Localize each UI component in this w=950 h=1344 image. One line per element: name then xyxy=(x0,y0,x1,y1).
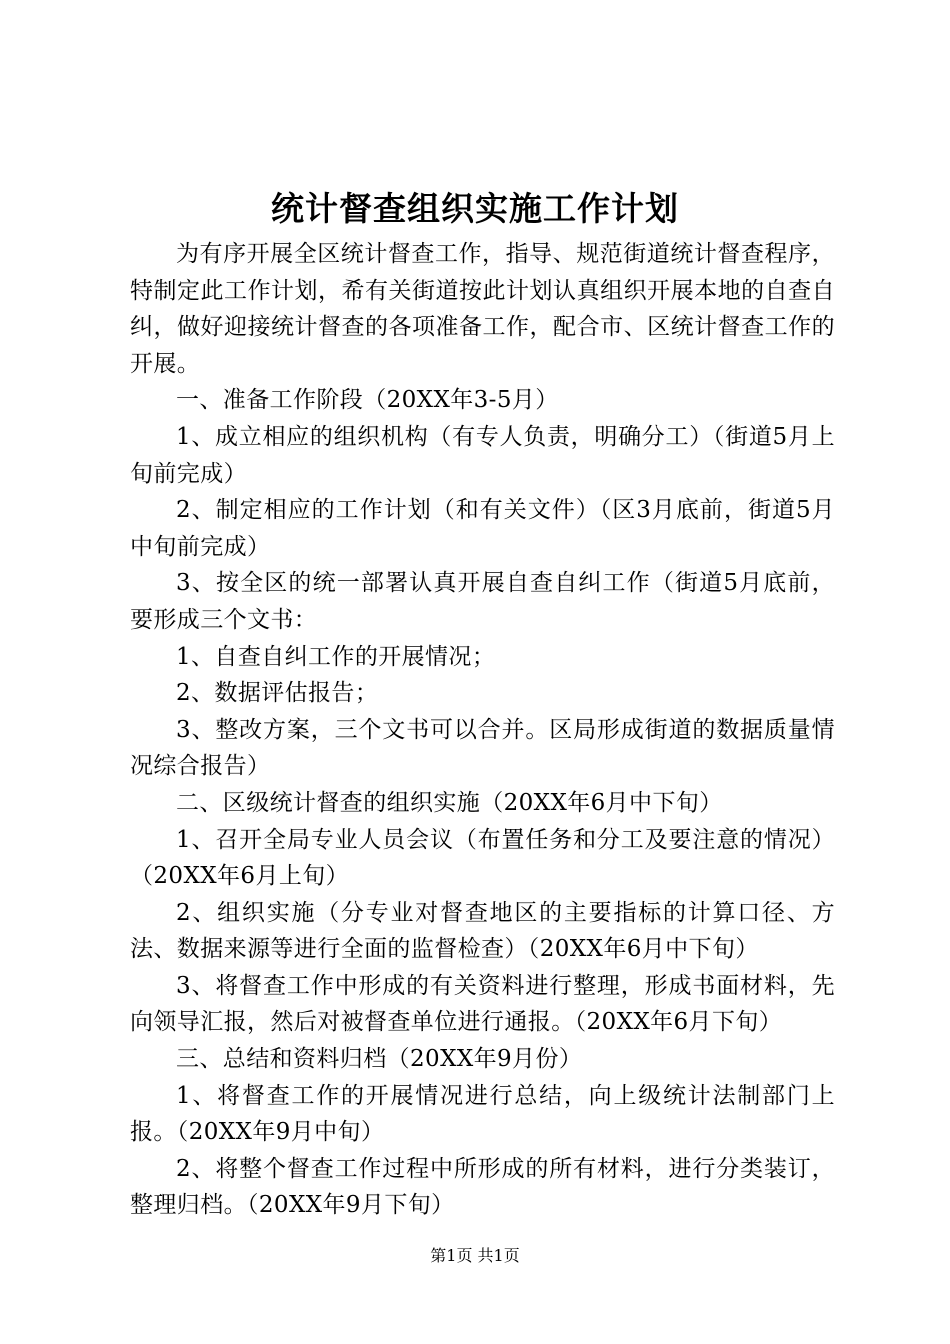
paragraph-item: 1、成立相应的组织机构（有专人负责，明确分工）（街道5月上旬前完成） xyxy=(130,423,835,487)
paragraph-item: 3、按全区的统一部署认真开展自查自纠工作（街道5月底前，要形成三个文书： xyxy=(130,570,835,633)
page-footer: 第1页 共1页 xyxy=(430,1246,520,1265)
section-heading-summary: 三、总结和资料归档（20XX年9月份） xyxy=(176,1046,583,1073)
paragraph-item: 2、数据评估报告； xyxy=(176,680,379,707)
paragraph-item: 1、召开全局专业人员会议（布置任务和分工及要注意的情况）（20XX年6月上旬） xyxy=(130,826,835,890)
intro-paragraph: 为有序开展全区统计督查工作，指导、规范街道统计督查程序，特制定此工作计划，希有关街道按此计划认真组织开展本地的自查自纠，做好迎接统计督查的各项准备工作，配合市、区统计督查工作的开展。 xyxy=(130,241,835,377)
paragraph-item: 1、自查自纠工作的开展情况； xyxy=(176,643,496,670)
paragraph-item: 2、将整个督查工作过程中所形成的所有材料，进行分类装订，整理归档。（20XX年9月下旬） xyxy=(130,1155,835,1219)
paragraph-item: 2、制定相应的工作计划（和有关文件）（区3月底前，街道5月中旬前完成） xyxy=(130,497,835,560)
paragraph-item: 3、将督查工作中形成的有关资料进行整理，形成书面材料，先向领导汇报，然后对被督查单位进行通报。（20XX年6月下旬） xyxy=(130,972,835,1036)
section-heading-preparation: 一、准备工作阶段（20XX年3-5月） xyxy=(176,387,559,414)
paragraph-item: 1、将督查工作的开展情况进行总结，向上级统计法制部门上报。（20XX年9月中旬） xyxy=(130,1082,835,1146)
document-title: 统计督查组织实施工作计划 xyxy=(271,189,679,228)
section-heading-implementation: 二、区级统计督查的组织实施（20XX年6月中下旬） xyxy=(176,789,723,816)
paragraph-item: 2、组织实施（分专业对督查地区的主要指标的计算口径、方法、数据来源等进行全面的监督检查）（20XX年6月中下旬） xyxy=(130,899,835,963)
document-body xyxy=(130,236,835,1224)
paragraph-item: 3、整改方案，三个文书可以合并。区局形成街道的数据质量情况综合报告） xyxy=(130,716,835,780)
